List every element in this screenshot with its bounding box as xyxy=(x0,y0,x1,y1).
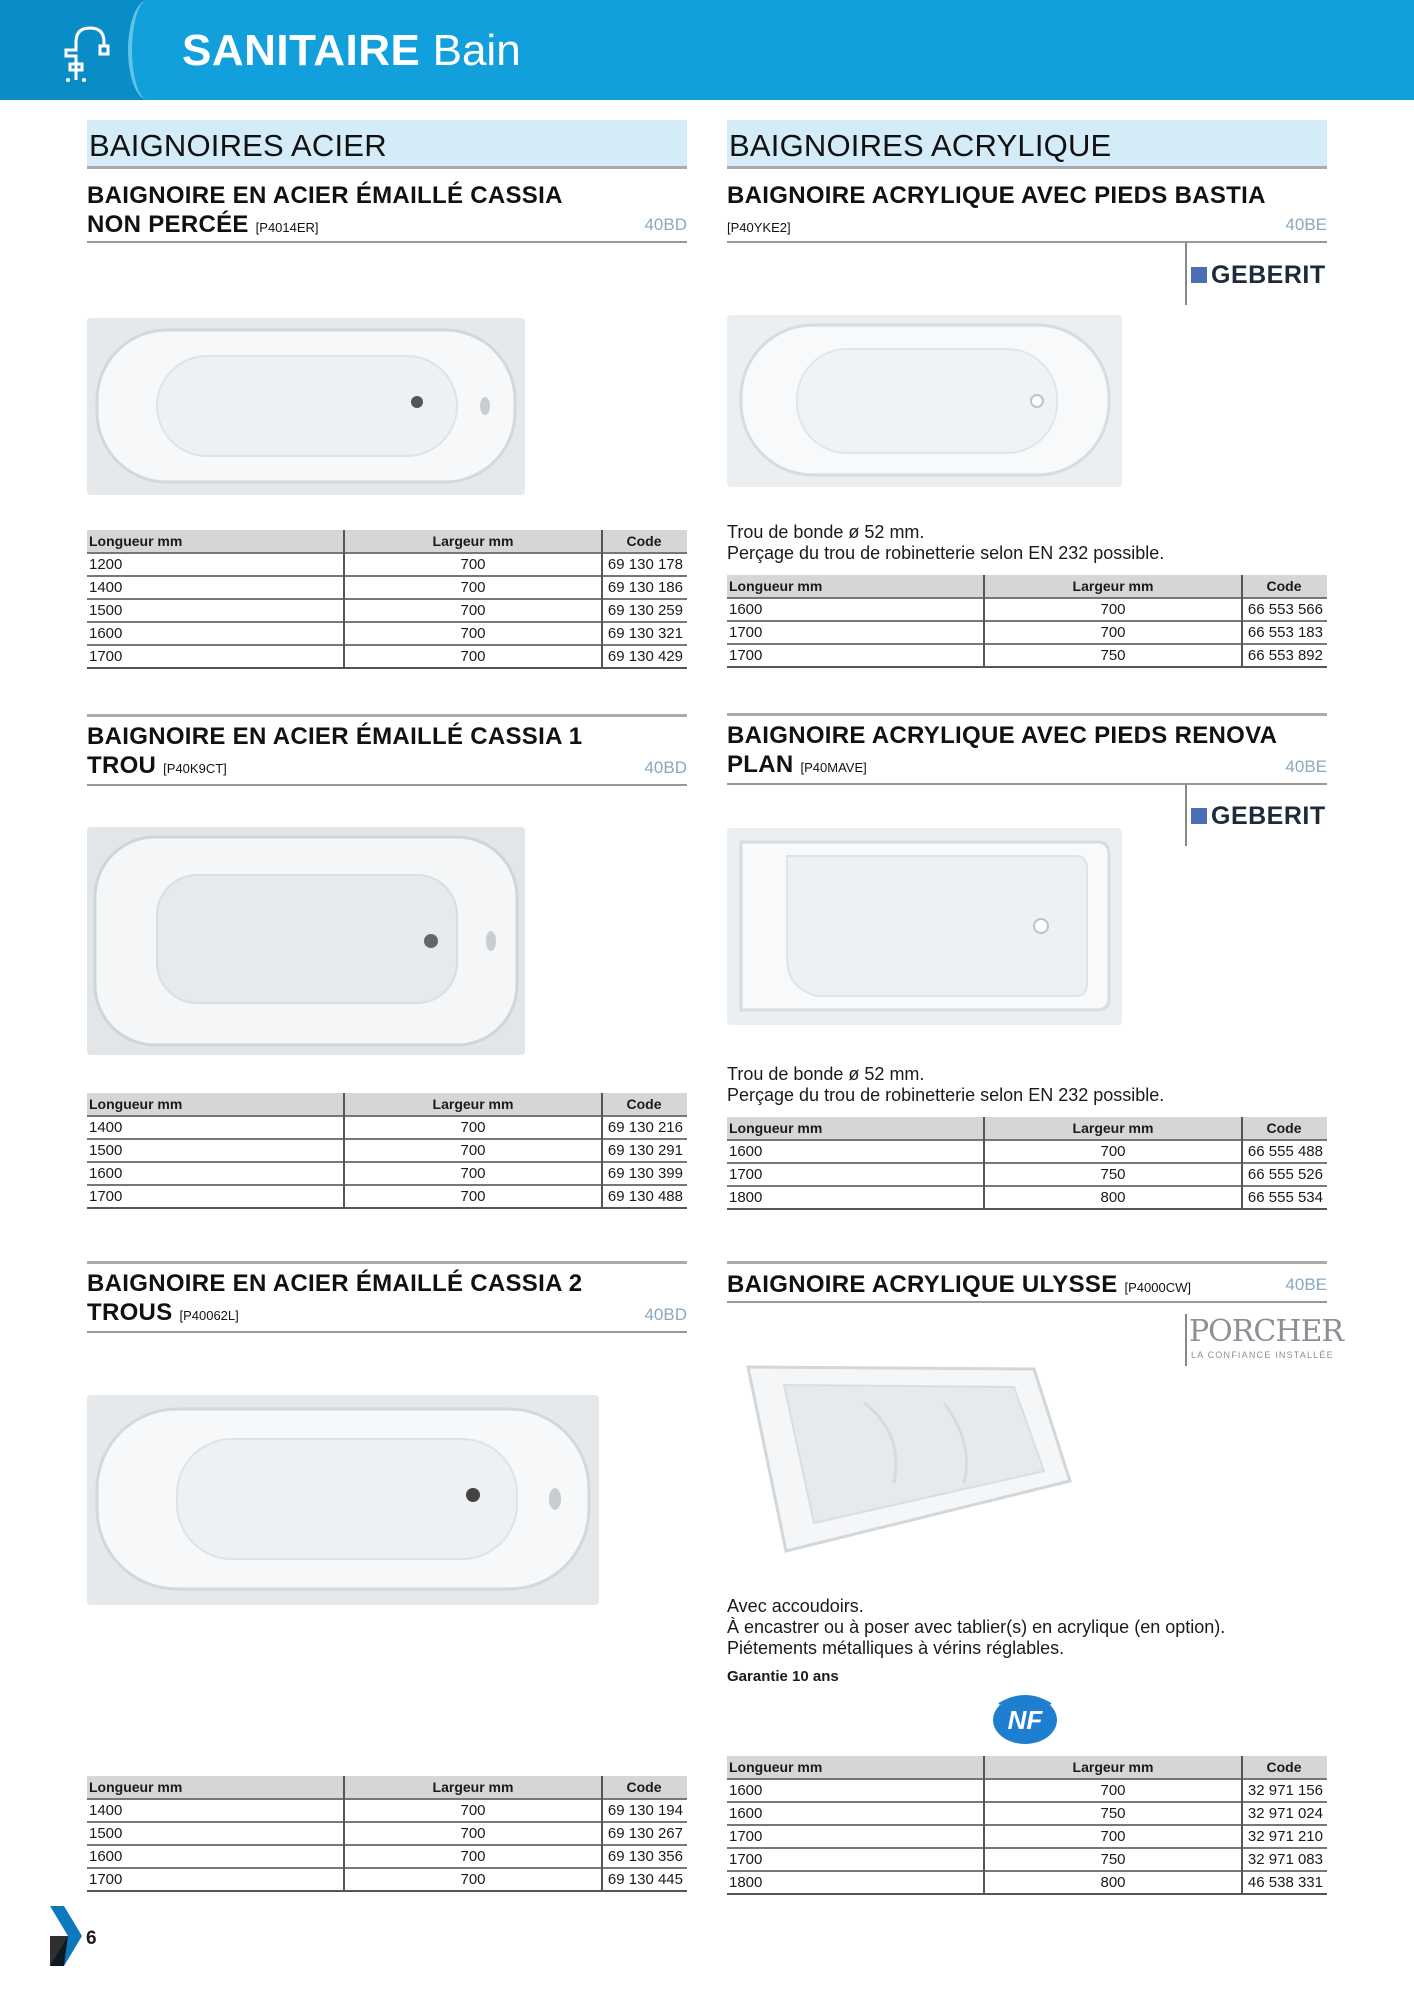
table-cell: 750 xyxy=(984,1848,1242,1871)
product-name: BAIGNOIRE ACRYLIQUE ULYSSE xyxy=(727,1271,1118,1298)
product-ref: [P40MAVE] xyxy=(800,760,867,775)
col-length: Longueur mm xyxy=(87,530,344,553)
product-title-block xyxy=(727,1270,1327,1303)
table-cell: 69 130 259 xyxy=(602,599,687,622)
table-row xyxy=(727,1779,1327,1802)
product-ref: [P4014ER] xyxy=(255,220,319,235)
table-row xyxy=(87,553,687,576)
table-cell: 1600 xyxy=(87,1162,344,1185)
bathtub-photo xyxy=(87,827,525,1055)
col-code: Code xyxy=(602,1776,687,1799)
product-title-block xyxy=(727,721,1327,785)
table-cell: 32 971 156 xyxy=(1242,1779,1327,1802)
table-cell: 700 xyxy=(344,1845,602,1868)
table-cell: 69 130 445 xyxy=(602,1868,687,1891)
porcher-logo: PORCHER LA CONFIANCE INSTALLÉE xyxy=(1185,1314,1327,1366)
col-code: Code xyxy=(602,530,687,553)
col-length: Longueur mm xyxy=(87,1776,344,1799)
table-cell: 32 971 024 xyxy=(1242,1802,1327,1825)
table-cell: 700 xyxy=(984,1779,1242,1802)
product-title-block xyxy=(727,181,1327,243)
table-cell: 700 xyxy=(984,598,1242,621)
warranty-note: Garantie 10 ans xyxy=(727,1668,839,1685)
product-ref: [P40K9CT] xyxy=(163,761,227,776)
col-length: Longueur mm xyxy=(727,1117,984,1140)
page-number: 6 xyxy=(86,1928,97,1949)
divider xyxy=(727,1261,1327,1264)
acrylic-bathtubs-column xyxy=(727,0,1343,2000)
product-spec-table xyxy=(727,1117,1327,1210)
table-cell: 700 xyxy=(344,645,602,668)
table-cell: 700 xyxy=(984,1140,1242,1163)
product-description: Trou de bonde ø 52 mm. Perçage du trou de robinetterie selon EN 232 possible. xyxy=(727,522,1165,563)
catalog-code: 40BD xyxy=(644,758,687,777)
table-cell: 32 971 083 xyxy=(1242,1848,1327,1871)
table-row xyxy=(727,1848,1327,1871)
product-spec-table xyxy=(727,575,1327,668)
table-cell: 700 xyxy=(344,576,602,599)
table-cell: 69 130 429 xyxy=(602,645,687,668)
product-name: BAIGNOIRE EN ACIER ÉMAILLÉ CASSIA 2 TROUS xyxy=(87,1270,583,1326)
page-number-block xyxy=(46,1902,116,1972)
table-cell: 1700 xyxy=(87,1185,344,1208)
bathtub-photo xyxy=(727,828,1122,1025)
geberit-logo: GEBERIT xyxy=(1185,243,1327,305)
svg-text:NF: NF xyxy=(1007,1705,1043,1735)
table-cell: 69 130 216 xyxy=(602,1116,687,1139)
table-cell: 700 xyxy=(344,1116,602,1139)
table-row xyxy=(87,1185,687,1208)
table-cell: 69 130 194 xyxy=(602,1799,687,1822)
table-cell: 700 xyxy=(344,1868,602,1891)
table-cell: 700 xyxy=(344,1162,602,1185)
table-cell: 1400 xyxy=(87,576,344,599)
col-code: Code xyxy=(1242,575,1327,598)
table-cell: 1700 xyxy=(87,645,344,668)
table-cell: 1400 xyxy=(87,1799,344,1822)
table-cell: 1500 xyxy=(87,1822,344,1845)
col-code: Code xyxy=(1242,1756,1327,1779)
table-cell: 1700 xyxy=(727,1163,984,1186)
catalog-code: 40BE xyxy=(1285,1275,1327,1294)
product-title-block xyxy=(87,1269,687,1333)
divider xyxy=(87,1261,687,1264)
bathtub-photo xyxy=(87,318,525,495)
section-title: BAIGNOIRES ACRYLIQUE xyxy=(729,128,1112,163)
table-cell: 750 xyxy=(984,1802,1242,1825)
catalog-code: 40BD xyxy=(644,1305,687,1324)
product-ref: [P40YKE2] xyxy=(727,220,791,235)
col-length: Longueur mm xyxy=(727,1756,984,1779)
product-description: Trou de bonde ø 52 mm. Perçage du trou de robinetterie selon EN 232 possible. xyxy=(727,1064,1165,1105)
table-cell: 69 130 186 xyxy=(602,576,687,599)
table-row xyxy=(727,598,1327,621)
col-width: Largeur mm xyxy=(344,1776,602,1799)
table-cell: 69 130 356 xyxy=(602,1845,687,1868)
table-row xyxy=(87,1799,687,1822)
section-header-steel xyxy=(87,120,687,169)
page-title: SANITAIRE Bain xyxy=(182,26,521,75)
table-cell: 66 553 566 xyxy=(1242,598,1327,621)
table-cell: 1700 xyxy=(727,644,984,667)
catalog-code: 40BE xyxy=(1285,757,1327,776)
table-cell: 750 xyxy=(984,1163,1242,1186)
col-length: Longueur mm xyxy=(727,575,984,598)
table-row xyxy=(727,1802,1327,1825)
table-cell: 69 130 321 xyxy=(602,622,687,645)
table-cell: 800 xyxy=(984,1871,1242,1894)
product-name: BAIGNOIRE ACRYLIQUE AVEC PIEDS RENOVA PLAN xyxy=(727,722,1277,778)
table-cell: 1500 xyxy=(87,599,344,622)
product-title-block xyxy=(87,722,687,786)
table-cell: 700 xyxy=(344,1185,602,1208)
divider xyxy=(87,714,687,717)
product-name: BAIGNOIRE ACRYLIQUE AVEC PIEDS BASTIA xyxy=(727,182,1266,209)
table-cell: 66 555 526 xyxy=(1242,1163,1327,1186)
steel-bathtubs-column xyxy=(87,0,687,2000)
table-cell: 46 538 331 xyxy=(1242,1871,1327,1894)
table-cell: 700 xyxy=(344,1822,602,1845)
table-cell: 1700 xyxy=(87,1868,344,1891)
table-cell: 69 130 267 xyxy=(602,1822,687,1845)
table-row xyxy=(87,599,687,622)
table-cell: 66 555 488 xyxy=(1242,1140,1327,1163)
table-row xyxy=(87,1868,687,1891)
col-width: Largeur mm xyxy=(344,530,602,553)
col-width: Largeur mm xyxy=(984,1117,1242,1140)
table-cell: 700 xyxy=(344,1139,602,1162)
table-row xyxy=(727,1825,1327,1848)
catalog-code: 40BD xyxy=(644,215,687,234)
table-row xyxy=(87,1822,687,1845)
table-cell: 800 xyxy=(984,1186,1242,1209)
table-cell: 1600 xyxy=(727,1802,984,1825)
table-row xyxy=(87,1845,687,1868)
col-code: Code xyxy=(602,1093,687,1116)
bathtub-photo xyxy=(727,315,1122,487)
table-cell: 750 xyxy=(984,644,1242,667)
table-row xyxy=(87,1162,687,1185)
table-row xyxy=(87,576,687,599)
table-cell: 69 130 291 xyxy=(602,1139,687,1162)
table-cell: 1600 xyxy=(727,598,984,621)
geberit-logo: GEBERIT xyxy=(1185,784,1327,846)
product-description: Avec accoudoirs. À encastrer ou à poser avec tablier(s) en acrylique (en option). Piétements métalliques à vérins réglables. xyxy=(727,1596,1226,1658)
col-width: Largeur mm xyxy=(984,1756,1242,1779)
product-name: BAIGNOIRE EN ACIER ÉMAILLÉ CASSIA NON PERCÉE xyxy=(87,182,562,238)
table-row xyxy=(87,1116,687,1139)
table-cell: 69 130 399 xyxy=(602,1162,687,1185)
table-row xyxy=(727,1163,1327,1186)
table-cell: 700 xyxy=(984,621,1242,644)
table-cell: 1500 xyxy=(87,1139,344,1162)
table-cell: 69 130 488 xyxy=(602,1185,687,1208)
table-cell: 1700 xyxy=(727,1825,984,1848)
table-cell: 1600 xyxy=(87,1845,344,1868)
bathtub-photo xyxy=(87,1395,599,1605)
table-cell: 1600 xyxy=(727,1779,984,1802)
table-cell: 700 xyxy=(344,1799,602,1822)
divider xyxy=(727,713,1327,716)
table-cell: 1600 xyxy=(87,622,344,645)
table-cell: 1400 xyxy=(87,1116,344,1139)
table-cell: 1200 xyxy=(87,553,344,576)
col-width: Largeur mm xyxy=(344,1093,602,1116)
table-cell: 1700 xyxy=(727,621,984,644)
table-cell: 700 xyxy=(344,599,602,622)
product-title-block xyxy=(87,181,687,243)
table-cell: 700 xyxy=(344,553,602,576)
table-row xyxy=(727,621,1327,644)
table-row xyxy=(87,1139,687,1162)
bathtub-photo xyxy=(744,1363,1074,1553)
product-name: BAIGNOIRE EN ACIER ÉMAILLÉ CASSIA 1 TROU xyxy=(87,723,583,779)
product-spec-table xyxy=(87,1093,687,1209)
product-ref: [P40062L] xyxy=(179,1308,239,1323)
section-header-acrylic xyxy=(727,120,1327,169)
table-cell: 700 xyxy=(984,1825,1242,1848)
table-row xyxy=(727,1186,1327,1209)
table-cell: 1700 xyxy=(727,1848,984,1871)
table-row xyxy=(87,645,687,668)
col-width: Largeur mm xyxy=(984,575,1242,598)
col-length: Longueur mm xyxy=(87,1093,344,1116)
col-code: Code xyxy=(1242,1117,1327,1140)
table-cell: 66 553 892 xyxy=(1242,644,1327,667)
table-cell: 1800 xyxy=(727,1186,984,1209)
product-spec-table xyxy=(727,1756,1327,1895)
nf-certification-icon xyxy=(989,1690,1061,1746)
table-row xyxy=(727,1140,1327,1163)
table-cell: 700 xyxy=(344,622,602,645)
table-row xyxy=(727,1871,1327,1894)
table-cell: 1800 xyxy=(727,1871,984,1894)
catalog-code: 40BE xyxy=(1285,215,1327,234)
table-row xyxy=(727,644,1327,667)
table-cell: 66 555 534 xyxy=(1242,1186,1327,1209)
table-cell: 1600 xyxy=(727,1140,984,1163)
section-title: BAIGNOIRES ACIER xyxy=(89,128,387,163)
table-row xyxy=(87,622,687,645)
product-ref: [P4000CW] xyxy=(1124,1280,1191,1295)
table-cell: 66 553 183 xyxy=(1242,621,1327,644)
product-spec-table xyxy=(87,1776,687,1892)
chevron-right-icon xyxy=(46,1902,86,1972)
table-cell: 32 971 210 xyxy=(1242,1825,1327,1848)
product-spec-table xyxy=(87,530,687,669)
table-cell: 69 130 178 xyxy=(602,553,687,576)
